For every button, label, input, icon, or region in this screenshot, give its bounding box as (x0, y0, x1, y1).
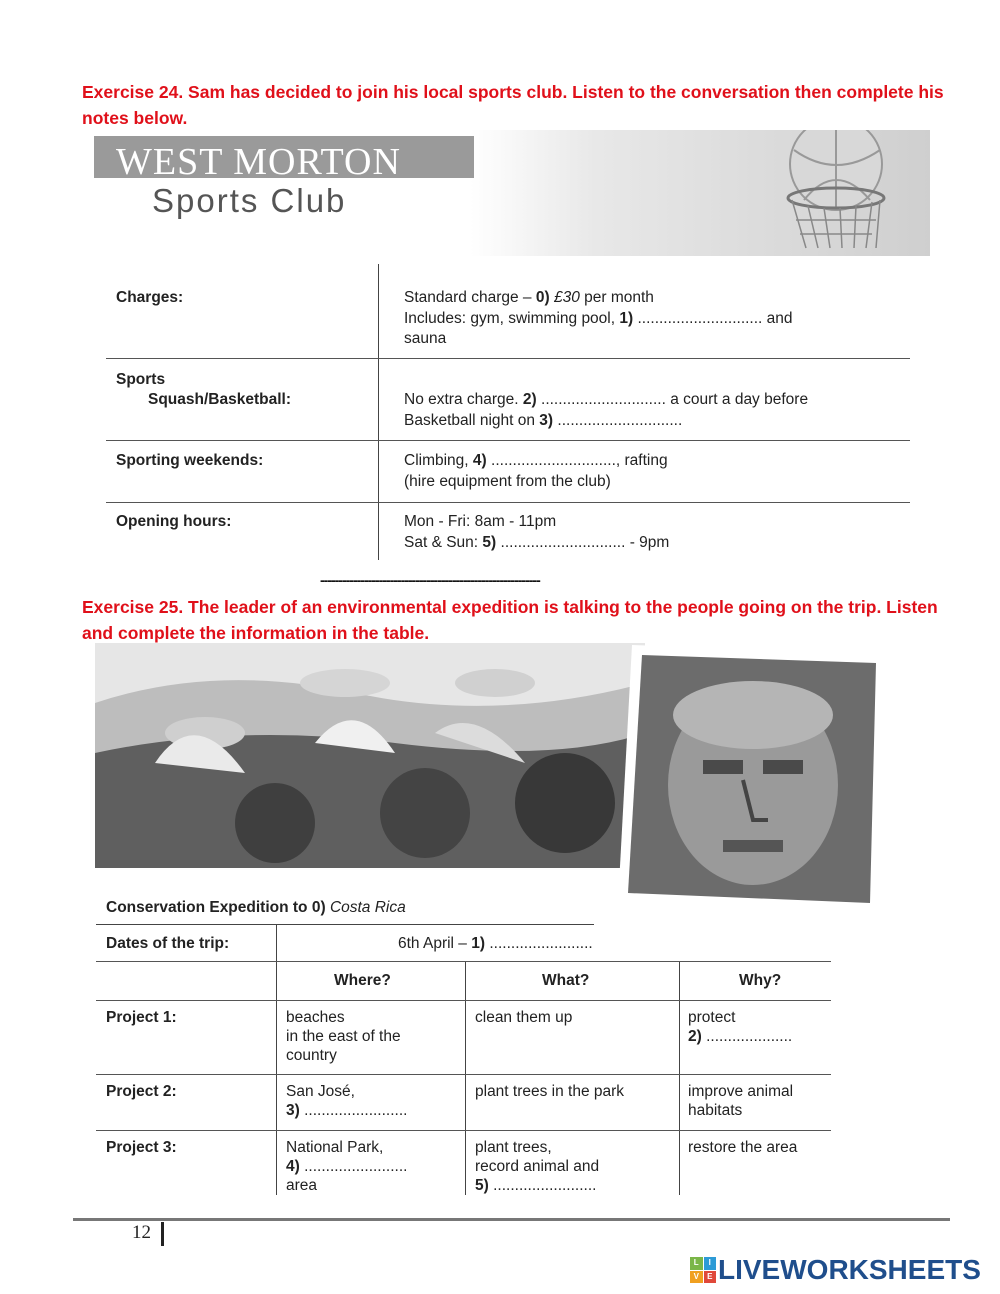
club-name: WEST MORTON (116, 141, 401, 183)
project-1-why (688, 1008, 792, 1046)
col-divider (465, 962, 466, 1195)
dates-value (398, 934, 593, 955)
liveworksheets-logo (690, 1255, 981, 1285)
where-text: beaches (286, 1009, 345, 1026)
logo-letter: V (690, 1271, 703, 1284)
hours-details (404, 512, 924, 553)
answer-blank-2[interactable]: ............................. a court a day before (536, 391, 809, 408)
basketball-hoop-icon (744, 130, 930, 255)
row-divider (96, 961, 831, 962)
weekends-text: (hire equipment from the club) (404, 472, 611, 490)
answer-blank-5[interactable]: ........................ (488, 1177, 597, 1194)
logo-letter: I (704, 1257, 717, 1270)
row-divider (96, 1074, 831, 1075)
why-text: improve animal (688, 1083, 794, 1100)
expedition-title (106, 898, 406, 919)
charges-label: Charges: (116, 289, 184, 306)
answer-number: 2) (688, 1028, 702, 1045)
project-2-where (286, 1082, 407, 1120)
answer-blank-3[interactable]: ........................ (299, 1102, 408, 1119)
exercise-24-instruction: Exercise 24. Sam has decided to join his local sports club. Listen to the conversation then complete his notes below. (82, 82, 944, 128)
answer-blank-1[interactable]: ............................. and (633, 309, 793, 327)
logo-letter: L (690, 1257, 703, 1270)
charges-text: Includes: gym, swimming pool, (404, 309, 620, 327)
answer-blank-4[interactable]: ........................ (299, 1158, 408, 1175)
exercise-25-instruction: Exercise 25. The leader of an environmental expedition is talking to the people going on the trip. Listen and complete the information in the table. (82, 597, 938, 643)
why-text: protect (688, 1009, 736, 1026)
row-divider (96, 1130, 831, 1131)
sports-text: No extra charge. (404, 391, 523, 408)
row-divider (106, 440, 910, 441)
club-name-box (94, 136, 474, 183)
section-separator: ------------------------------------------------------------ (320, 572, 540, 588)
logo-letter: E (704, 1271, 717, 1284)
header-why: Why? (739, 972, 782, 989)
club-subtitle: Sports Club (152, 182, 347, 219)
row-divider (106, 502, 910, 503)
col-divider (276, 925, 277, 1195)
header-what: What? (542, 972, 590, 989)
answer-number: 3) (539, 411, 554, 429)
hours-text: Sat & Sun: (404, 533, 483, 551)
hours-text: Mon - Fri: 8am - 11pm (404, 513, 557, 530)
page-number-bar (161, 1222, 164, 1246)
table-divider-vertical (378, 264, 379, 560)
where-text: in the east of the (286, 1028, 401, 1045)
project-2-why (688, 1082, 793, 1120)
answer-blank-1[interactable]: ........................ (485, 935, 593, 952)
example-answer: £30 (553, 289, 580, 306)
sports-text: Basketball night on (404, 411, 540, 429)
project-1-where (286, 1008, 401, 1065)
weekends-label: Sporting weekends: (116, 452, 264, 469)
answer-blank-3[interactable]: ............................. (553, 411, 683, 429)
title-underline (96, 924, 594, 925)
weekends-details (404, 451, 924, 492)
answer-number: 2) (522, 391, 537, 408)
hours-label: Opening hours: (116, 513, 232, 530)
project-2-what: plant trees in the park (475, 1083, 625, 1100)
sports-details (404, 390, 934, 431)
charges-text: sauna (404, 330, 447, 347)
col-divider (679, 962, 680, 1195)
answer-blank-4[interactable]: ............................., rafting (486, 452, 668, 469)
row-divider (96, 1000, 831, 1001)
what-text: record animal and (475, 1158, 600, 1175)
row-divider (106, 358, 910, 359)
project-1-label: Project 1: (106, 1009, 177, 1026)
answer-number: 1) (471, 935, 486, 952)
answer-number: 1) (619, 309, 634, 327)
weekends-text: Climbing, (404, 452, 473, 469)
squash-label: Squash/Basketball: (148, 391, 291, 408)
project-3-where (286, 1138, 407, 1195)
club-banner (94, 130, 930, 256)
charges-details (404, 288, 924, 350)
charges-text: per month (579, 289, 654, 306)
sports-label: Sports (116, 371, 166, 388)
answer-number: 4) (286, 1158, 300, 1175)
expedition-table (84, 870, 916, 1195)
answer-number: 0) (311, 899, 326, 916)
project-2-label: Project 2: (106, 1083, 177, 1100)
charges-text: Standard charge – (404, 289, 536, 306)
answer-number: 4) (472, 452, 487, 469)
answer-number: 5) (482, 533, 497, 551)
answer-number: 5) (475, 1177, 489, 1194)
where-text: National Park, (286, 1139, 384, 1156)
answer-blank-2[interactable]: .................... (701, 1028, 793, 1045)
footer-rule (73, 1218, 950, 1221)
dates-label: Dates of the trip: (106, 935, 230, 952)
sports-club-notes (94, 130, 930, 566)
why-text: habitats (688, 1102, 743, 1119)
project-3-why: restore the area (688, 1139, 798, 1156)
answer-number: 3) (286, 1102, 300, 1119)
liveworksheets-icon (690, 1257, 716, 1283)
example-answer: Costa Rica (329, 899, 406, 916)
page-number: 12 (132, 1222, 151, 1243)
project-1-what: clean them up (475, 1009, 573, 1026)
where-text: San José, (286, 1083, 355, 1100)
title-text: Conservation Expedition to (106, 899, 312, 916)
answer-blank-5[interactable]: ............................. - 9pm (496, 533, 670, 551)
project-3-what (475, 1138, 599, 1195)
what-text: plant trees, (475, 1139, 552, 1156)
coffee-pickers-painting-image (95, 643, 645, 868)
where-text: country (286, 1047, 337, 1064)
answer-number: 0) (535, 289, 550, 306)
brand-name: LIVEWORKSHEETS (718, 1254, 981, 1285)
dates-text: 6th April – (398, 935, 472, 952)
header-where: Where? (334, 972, 391, 989)
project-3-label: Project 3: (106, 1139, 177, 1156)
where-text: area (286, 1177, 318, 1194)
